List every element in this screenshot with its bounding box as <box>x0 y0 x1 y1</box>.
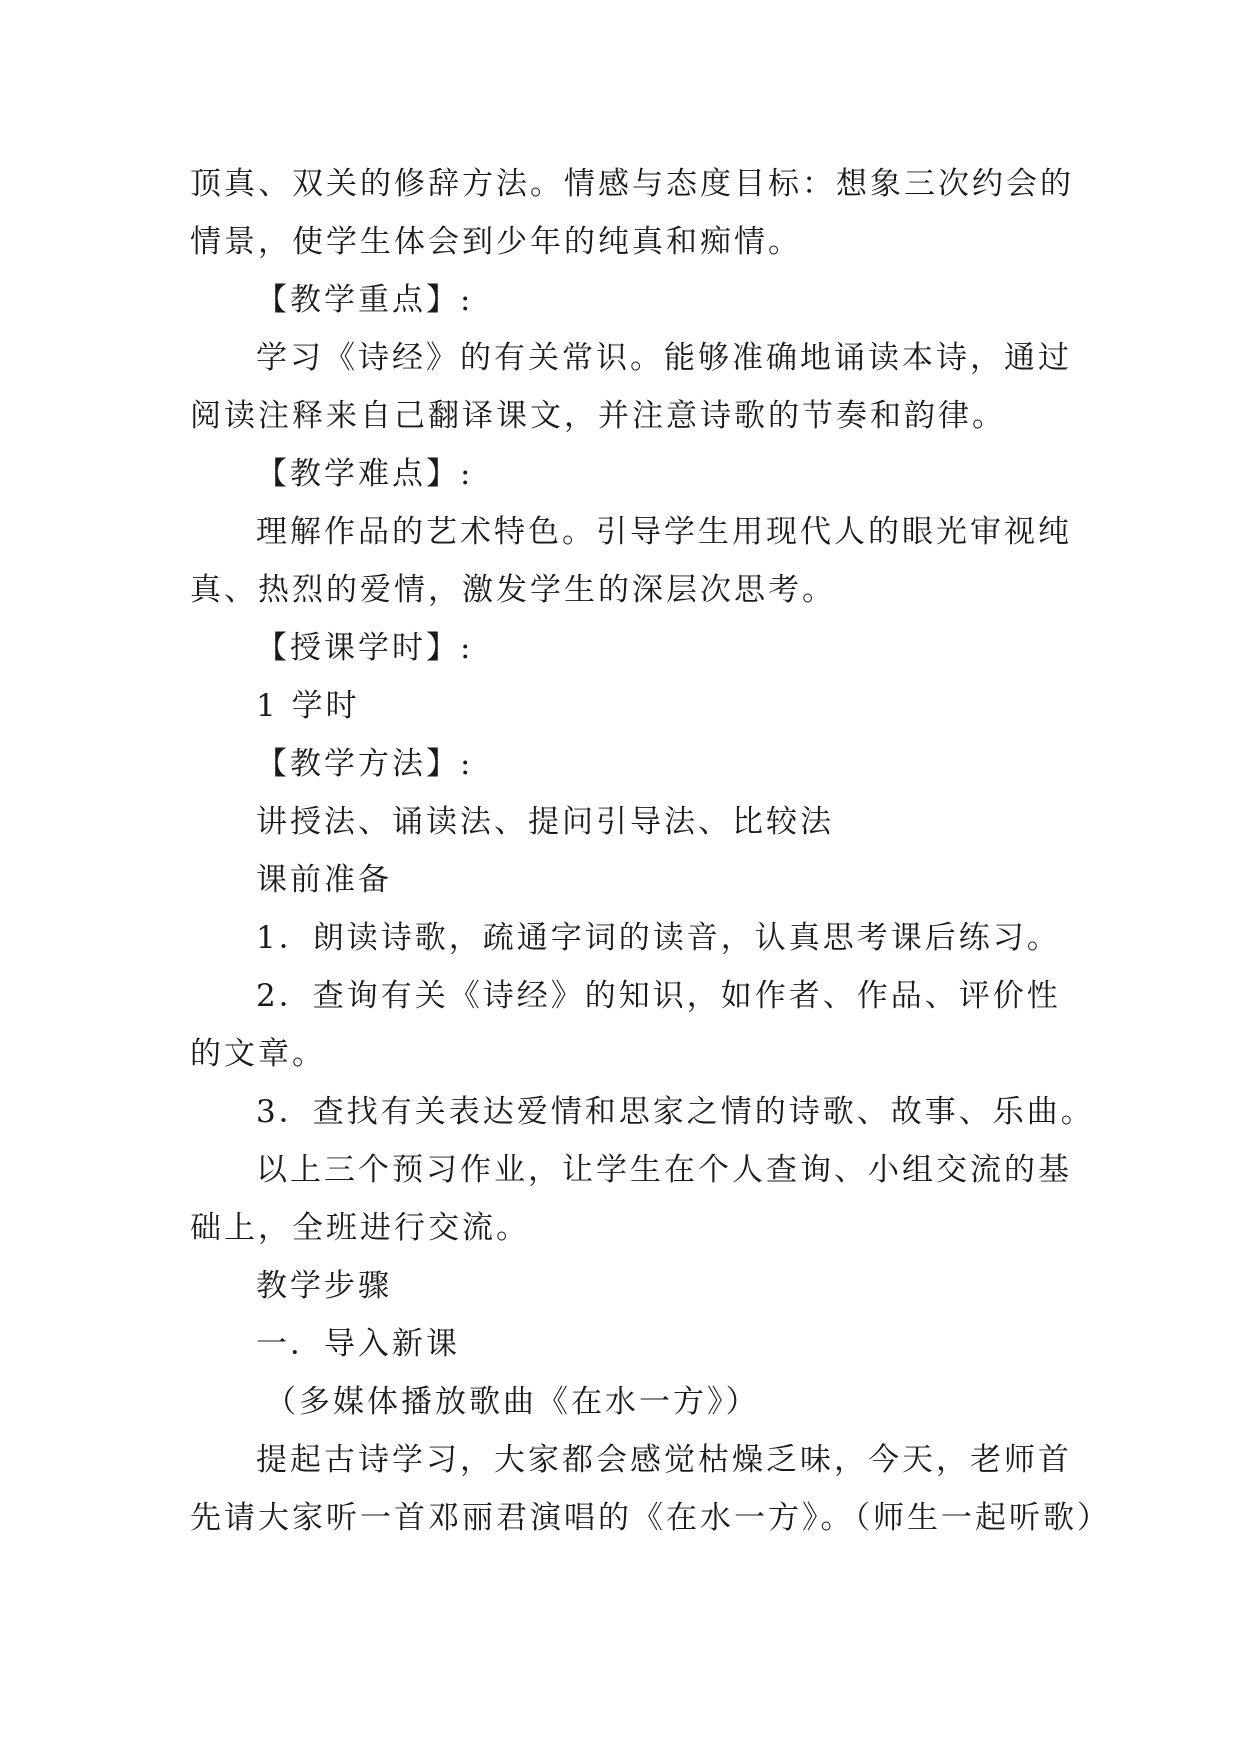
section-heading-steps: 教学步骤 <box>256 1268 392 1304</box>
text-line: 真、热烈的爱情，激发学生的深层次思考。 <box>190 572 836 608</box>
text-line: 以上三个预习作业，让学生在个人查询、小组交流的基 <box>256 1152 1072 1188</box>
text-line: 的文章。 <box>190 1036 326 1072</box>
list-item: 1．朗读诗歌，疏通字词的读音，认真思考课后练习。 <box>256 920 1061 956</box>
text-line: 学习《诗经》的有关常识。能够准确地诵读本诗，通过 <box>256 340 1072 376</box>
list-item: 3．查找有关表达爱情和思家之情的诗歌、故事、乐曲。 <box>256 1094 1095 1130</box>
section-heading-preparation: 课前准备 <box>256 862 392 898</box>
section-heading-class-hours: 【授课学时】: <box>256 630 474 666</box>
text-line: 础上，全班进行交流。 <box>190 1210 530 1246</box>
section-heading-difficulties: 【教学难点】: <box>256 456 474 492</box>
text-line: 顶真、双关的修辞方法。情感与态度目标：想象三次约会的 <box>190 166 1074 202</box>
text-line: 讲授法、诵读法、提问引导法、比较法 <box>256 804 834 840</box>
text-line: 先请大家听一首邓丽君演唱的《在水一方》。（师生一起听歌） <box>190 1500 1111 1536</box>
text-line: 1 学时 <box>256 688 360 724</box>
list-item: 2．查询有关《诗经》的知识，如作者、作品、评价性 <box>256 978 1061 1014</box>
step-heading: 一．导入新课 <box>256 1326 460 1362</box>
text-line: 情景，使学生体会到少年的纯真和痴情。 <box>190 224 802 260</box>
text-line: 提起古诗学习，大家都会感觉枯燥乏味，今天，老师首 <box>256 1442 1072 1478</box>
section-heading-key-points: 【教学重点】: <box>256 282 474 318</box>
text-line: （多媒体播放歌曲《在水一方》） <box>265 1384 760 1420</box>
text-line: 阅读注释来自己翻译课文，并注意诗歌的节奏和韵律。 <box>190 398 1006 434</box>
document-body <box>190 155 1111 1547</box>
text-line: 理解作品的艺术特色。引导学生用现代人的眼光审视纯 <box>256 514 1072 550</box>
section-heading-methods: 【教学方法】: <box>256 746 474 782</box>
